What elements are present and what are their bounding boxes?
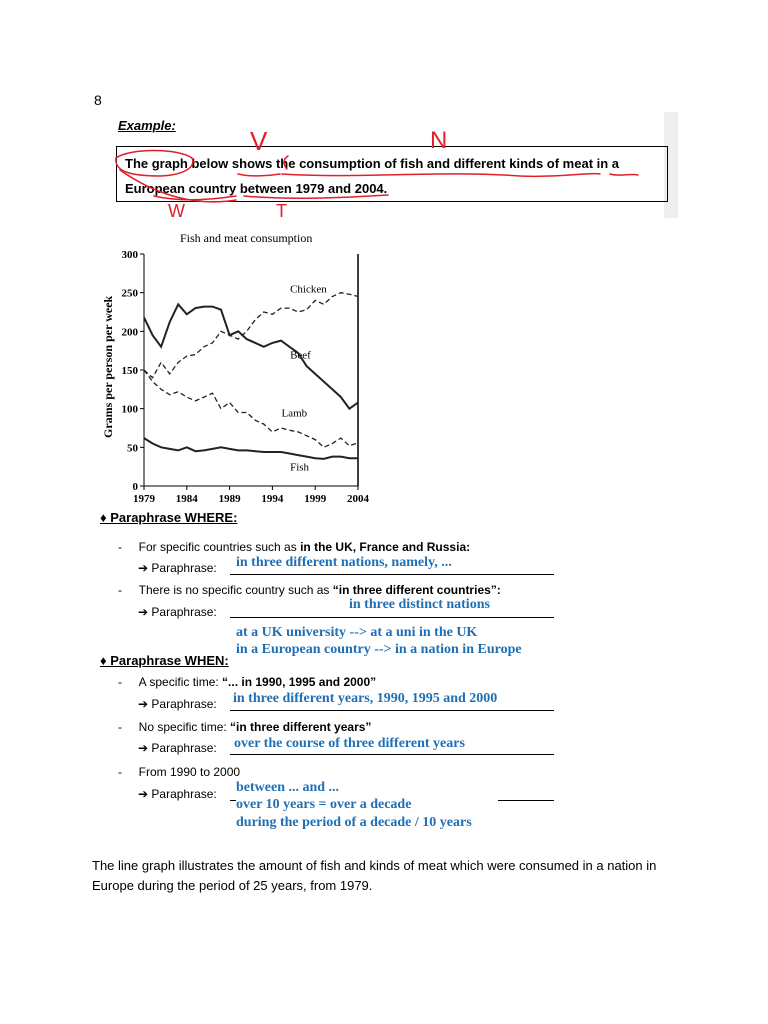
where-para-2-line <box>230 617 554 618</box>
series-label-beef: Beef <box>290 349 311 362</box>
page-number: 8 <box>94 92 102 108</box>
x-tick-label: 1994 <box>261 493 284 505</box>
y-tick-label: 100 <box>121 403 138 416</box>
where-item-2: - There is no specific country such as “in three different countries”: <box>118 583 501 597</box>
mark-n: N <box>430 127 448 154</box>
series-label-fish: Fish <box>290 461 310 474</box>
x-tick-label: 1989 <box>218 493 241 505</box>
underline-in-a <box>610 174 638 175</box>
chart-title: Fish and meat consumption <box>180 231 313 245</box>
where-para-1-label: ➔ Paraphrase: <box>138 561 217 575</box>
bracket-mark <box>284 156 288 169</box>
series-line-lamb <box>144 370 358 447</box>
when-para-2: over the course of three different years <box>234 736 465 751</box>
x-tick-label: 2004 <box>347 493 369 505</box>
when-para-2-line <box>230 754 554 755</box>
x-tick-label: 1984 <box>175 493 198 505</box>
when-para-3b: over 10 years = over a decade <box>236 797 412 812</box>
example-line-1: The graph below shows the consumption of fish and different kinds of meat in a <box>125 156 620 171</box>
y-tick-label: 50 <box>127 442 138 455</box>
when-para-3-label: ➔ Paraphrase: <box>138 787 217 801</box>
underline-between <box>244 195 388 198</box>
where-para-2-label: ➔ Paraphrase: <box>138 605 217 619</box>
example-label: Example: <box>118 118 176 133</box>
when-para-2-label: ➔ Paraphrase: <box>138 741 217 755</box>
where-heading: ♦ Paraphrase WHERE: <box>100 510 238 525</box>
where-note-1: at a UK university --> at a uni in the UK <box>236 625 478 640</box>
red-annotations <box>0 0 768 230</box>
y-tick-label: 300 <box>121 249 138 261</box>
series-label-lamb: Lamb <box>281 407 308 420</box>
y-tick-label: 0 <box>132 481 138 493</box>
when-para-3a: between ... and ... <box>236 780 340 795</box>
when-item-2: - No specific time: “in three different years” <box>118 720 372 734</box>
when-para-3-line-end <box>498 800 554 801</box>
underline-consumption <box>282 174 600 177</box>
where-item-1: - For specific countries such as in the UK, France and Russia: <box>118 540 471 554</box>
where-note-2: in a European country --> in a nation in Europe <box>236 642 522 657</box>
when-para-1: in three different years, 1990, 1995 and 2000 <box>233 691 498 706</box>
where-para-1-line <box>230 574 554 575</box>
where-para-2: in three distinct nations <box>349 597 490 612</box>
when-item-3: - From 1990 to 2000 <box>118 765 241 779</box>
mark-v: V <box>250 126 268 156</box>
y-tick-label: 150 <box>121 365 138 377</box>
where-para-1: in three different nations, namely, ... <box>236 555 452 570</box>
underline-shows <box>238 174 280 176</box>
when-para-3c: during the period of a decade / 10 years <box>236 815 472 830</box>
underline-european <box>154 196 236 200</box>
when-para-1-line <box>230 710 554 711</box>
summary-paragraph: The line graph illustrates the amount of fish and kinds of meat which were consumed in a nation in Europe during the period of 25 years, from 1979. <box>92 858 657 893</box>
series-line-fish <box>144 438 358 459</box>
line-chart <box>96 226 386 516</box>
x-tick-label: 1999 <box>304 493 327 505</box>
y-tick-label: 200 <box>121 326 138 339</box>
x-tick-label: 1979 <box>133 493 155 505</box>
when-item-1: - A specific time: “... in 1990, 1995 and 2000” <box>118 675 377 689</box>
mark-w: W <box>168 201 185 221</box>
example-line-2: European country between 1979 and 2004. <box>125 181 388 196</box>
graph-circle <box>116 151 193 177</box>
y-tick-label: 250 <box>121 287 138 300</box>
when-para-1-label: ➔ Paraphrase: <box>138 697 217 711</box>
series-label-chicken: Chicken <box>290 283 327 296</box>
series-line-chicken <box>144 293 358 378</box>
when-heading: ♦ Paraphrase WHEN: <box>100 653 229 668</box>
y-axis-label: Grams per person per week <box>101 295 115 438</box>
mark-t: T <box>276 201 287 221</box>
